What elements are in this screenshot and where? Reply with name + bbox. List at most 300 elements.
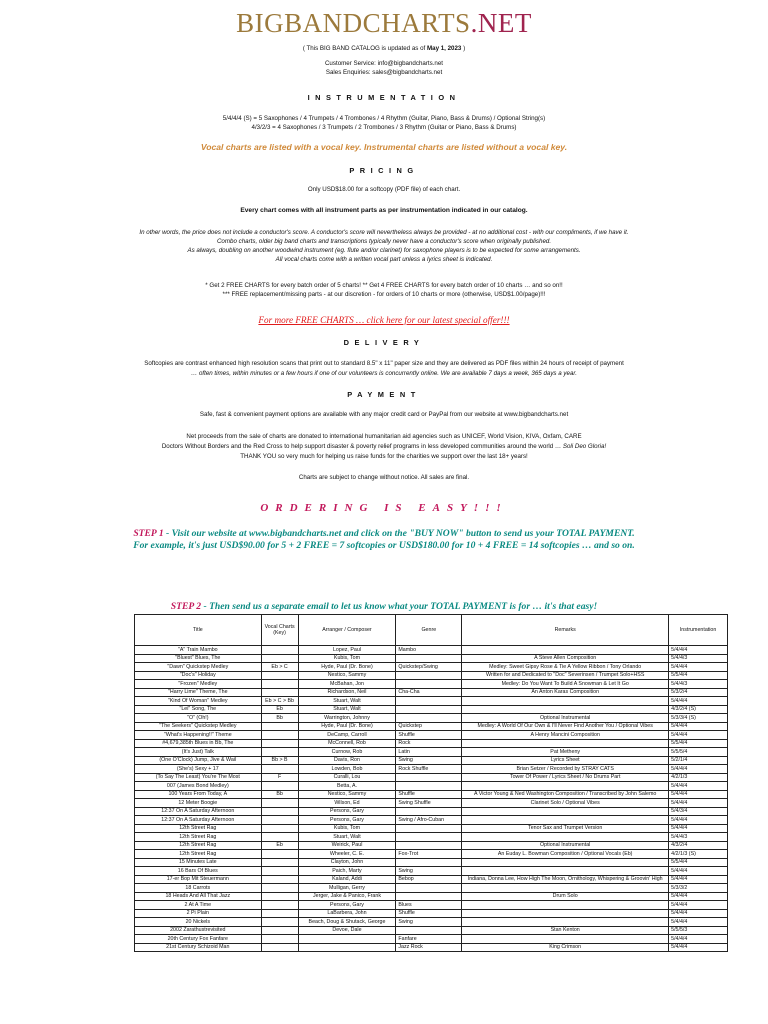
cell-title: 18 Heads And All That Jazz — [135, 892, 262, 901]
cell-instrumentation: 5/4/4/4 — [669, 943, 728, 952]
cell-title: (One O'Clock) Jump, Jive & Wail — [135, 756, 262, 765]
cell-instrumentation: 5/4/4/4 — [669, 646, 728, 655]
cell-instrumentation: 5/4/4/4 — [669, 909, 728, 918]
cell-instrumentation: 5/4/4/4 — [669, 901, 728, 910]
cell-remarks: King Crimson — [462, 943, 669, 952]
cell-remarks: Lyrics Sheet — [462, 756, 669, 765]
table-row — [135, 714, 728, 723]
catalog-table — [134, 614, 728, 952]
cell-arranger: Stuart, Walt — [298, 833, 396, 842]
cell-title: 12th Street Rag — [135, 850, 262, 859]
cell-genre: Fox-Trot — [396, 850, 462, 859]
cell-genre: Shuffle — [396, 731, 462, 740]
cell-instrumentation: 5/4/4/4 — [669, 935, 728, 944]
table-row — [135, 909, 728, 918]
table-row — [135, 943, 728, 952]
site-title-main: BIGBANDCHARTS — [236, 8, 471, 38]
cell-remarks: Medley: A World Of Our Own & I'll Never Find Another You / Optional Vibes — [462, 722, 669, 731]
cell-genre: Fanfare — [396, 935, 462, 944]
cell-instrumentation: 5/5/5/4 — [669, 748, 728, 757]
sales-email: Sales Enquiries: sales@bigbandcharts.net — [325, 69, 443, 76]
cell-genre: Cha-Cha — [396, 688, 462, 697]
cell-instrumentation: 5/4/4/4 — [669, 782, 728, 791]
cell-remarks: Tenor Sax and Trumpet Version — [462, 824, 669, 833]
step-1 — [0, 528, 768, 540]
cell-genre — [396, 773, 462, 782]
cell-instrumentation: 5/4/4/4 — [669, 663, 728, 672]
payment-line-3-text: Doctors Without Borders and the Red Cross to help support disaster & poverty relief programs in less developed communities around the world … — [161, 443, 563, 450]
cell-instrumentation: 5/4/3/4 — [669, 807, 728, 816]
cell-title: "Dawn" Quickstep Medley — [135, 663, 262, 672]
cell-vocal-key — [261, 926, 298, 935]
cell-arranger: McConnell, Rob — [298, 739, 396, 748]
cell-vocal-key — [261, 935, 298, 944]
cell-remarks — [462, 918, 669, 927]
cell-arranger: Devoe, Dale — [298, 926, 396, 935]
cell-title: #4,679,385th Blues in Bb, The — [135, 739, 262, 748]
cell-genre — [396, 926, 462, 935]
cell-remarks: Pat Metheny — [462, 748, 669, 757]
cell-vocal-key — [261, 875, 298, 884]
cell-arranger: Hyde, Paul (Dr. Bone) — [298, 663, 396, 672]
table-row — [135, 739, 728, 748]
cell-arranger: Nestico, Sammy — [298, 790, 396, 799]
cell-remarks: An Anton Karas Composition — [462, 688, 669, 697]
payment-line-3 — [0, 443, 768, 452]
cell-genre — [396, 824, 462, 833]
table-row — [135, 688, 728, 697]
table-row — [135, 765, 728, 774]
cell-arranger: Curnow, Rob — [298, 748, 396, 757]
cell-genre: Swing — [396, 756, 462, 765]
cell-genre — [396, 697, 462, 706]
cell-vocal-key — [261, 884, 298, 893]
instrumentation-line-2: 4/3/2/3 = 4 Saxophones / 3 Trumpets / 2 Trombones / 3 Rhythm (Guitar or Piano, Bass & Drums) — [251, 124, 517, 131]
cell-vocal-key: Eb — [261, 705, 298, 714]
table-row — [135, 935, 728, 944]
cell-remarks — [462, 901, 669, 910]
cell-arranger: Lowden, Bob — [298, 765, 396, 774]
cell-remarks: A Victor Young & Ned Washington Composition / Transcribed by John Salemo — [462, 790, 669, 799]
cell-genre — [396, 833, 462, 842]
cell-instrumentation: 5/4/4/3 — [669, 654, 728, 663]
cell-vocal-key: F — [261, 773, 298, 782]
cell-genre: Jazz Rock — [396, 943, 462, 952]
cell-arranger: Richardson, Neil — [298, 688, 396, 697]
cell-instrumentation: 5/4/4/4 — [669, 867, 728, 876]
cell-vocal-key — [261, 850, 298, 859]
col-remarks: Remarks — [462, 615, 669, 646]
cell-remarks: Drum Solo — [462, 892, 669, 901]
table-row — [135, 807, 728, 816]
table-row — [135, 824, 728, 833]
pricing-note-2: Combo charts, older big band charts and transcriptions typically never have a conductor's score when originally published. — [216, 238, 552, 245]
cell-genre: Swing Shuffle — [396, 799, 462, 808]
updated-prefix: ( This BIG BAND CATALOG is updated as of — [302, 45, 427, 52]
step-1-label: STEP 1 — [133, 528, 164, 539]
cell-title: 16 Bars Of Blues — [135, 867, 262, 876]
cell-vocal-key — [261, 646, 298, 655]
cell-title: (It's Just) Talk — [135, 748, 262, 757]
cell-instrumentation: 5/4/4/4 — [669, 765, 728, 774]
cell-instrumentation: 4/2/1/3 (S) — [669, 850, 728, 859]
cell-vocal-key — [261, 799, 298, 808]
cell-genre: Bebop — [396, 875, 462, 884]
cell-genre: Swing / Afro-Cuban — [396, 816, 462, 825]
instrumentation-heading: INSTRUMENTATION — [307, 93, 461, 102]
table-row — [135, 646, 728, 655]
cell-arranger: Kubis, Tom — [298, 654, 396, 663]
cell-arranger: Persons, Gary — [298, 807, 396, 816]
cell-vocal-key — [261, 901, 298, 910]
cell-remarks: A Henry Mancini Composition — [462, 731, 669, 740]
cell-arranger: Nestico, Sammy — [298, 671, 396, 680]
cell-title: 18 Carrots — [135, 884, 262, 893]
cell-genre: Blues — [396, 901, 462, 910]
table-row — [135, 875, 728, 884]
cell-arranger: Persons, Gary — [298, 901, 396, 910]
cell-title: "Kind Of Woman" Medley — [135, 697, 262, 706]
cell-vocal-key — [261, 807, 298, 816]
cell-title: "O" (Oh!) — [135, 714, 262, 723]
cell-vocal-key: Eb — [261, 841, 298, 850]
catalog-header-row — [135, 615, 728, 646]
catalog-body — [135, 646, 728, 952]
cell-arranger: Lopez, Paul — [298, 646, 396, 655]
table-row — [135, 884, 728, 893]
cell-genre: Shuffle — [396, 909, 462, 918]
col-arranger: Arranger / Composer — [298, 615, 396, 646]
cell-arranger — [298, 935, 396, 944]
cell-title: 12:37 On A Saturday Afternoon — [135, 816, 262, 825]
step-1-text: - Visit our website at www.bigbandcharts.net and click on the "BUY NOW" button to send us your TOTAL PAYMENT. — [163, 528, 635, 539]
table-row — [135, 892, 728, 901]
cell-instrumentation: 5/3/3/2 — [669, 884, 728, 893]
cell-remarks — [462, 807, 669, 816]
cell-vocal-key — [261, 816, 298, 825]
price-line: Only USD$18.00 for a softcopy (PDF file) of each chart. — [307, 186, 461, 193]
cell-instrumentation: 4/3/2/4 (S) — [669, 705, 728, 714]
cell-remarks — [462, 646, 669, 655]
cell-instrumentation: 5/4/4/4 — [669, 892, 728, 901]
cell-vocal-key: Bb > B — [261, 756, 298, 765]
cell-instrumentation: 5/2/1/4 — [669, 756, 728, 765]
cell-vocal-key: Eb > C > Bb — [261, 697, 298, 706]
cell-genre — [396, 680, 462, 689]
cell-instrumentation: 5/3/2/4 — [669, 688, 728, 697]
catalog-updated — [0, 45, 768, 54]
cell-genre — [396, 841, 462, 850]
cell-remarks: An Euday L. Bowman Composition / Optional Vocals (Eb) — [462, 850, 669, 859]
cell-remarks — [462, 739, 669, 748]
special-offer-link[interactable]: For more FREE CHARTS … click here for our latest special offer!!! — [258, 315, 510, 325]
cell-arranger: Persons, Gary — [298, 816, 396, 825]
cell-title: 12th Street Rag — [135, 833, 262, 842]
cell-title: (She's) Sexy + 17 — [135, 765, 262, 774]
cell-remarks: Stan Kenton — [462, 926, 669, 935]
col-genre: Genre — [396, 615, 462, 646]
cell-vocal-key — [261, 739, 298, 748]
cell-vocal-key — [261, 731, 298, 740]
cell-instrumentation: 5/4/4/3 — [669, 833, 728, 842]
cell-title: (To Say The Least) You're The Most — [135, 773, 262, 782]
cell-remarks: A Steve Allen Composition — [462, 654, 669, 663]
cell-genre — [396, 892, 462, 901]
delivery-line-1: Softcopies are contrast enhanced high resolution scans that print out to standard 8.5" x 11" paper size and they are delivered as PDF files within 24 hours of receipt of payment — [144, 360, 624, 367]
col-instrumentation: Instrumentation — [669, 615, 728, 646]
cell-title: "Lei" Song, The — [135, 705, 262, 714]
free-replacement-parts: *** FREE replacement/missing parts - at our discretion - for orders of 10 charts or more (otherwise, USD$1.00/page)!!! — [222, 291, 546, 298]
payment-line-2: Net proceeds from the sale of charts are donated to international humanitarian aid agencies such as UNICEF, World Vision, KIVA, Oxfam, CARE — [186, 433, 582, 440]
cell-remarks — [462, 884, 669, 893]
cell-vocal-key: Bb — [261, 714, 298, 723]
cell-vocal-key — [261, 943, 298, 952]
table-row — [135, 705, 728, 714]
cell-instrumentation: 5/4/4/4 — [669, 799, 728, 808]
updated-date: May 1, 2023 — [426, 45, 462, 52]
cell-remarks — [462, 867, 669, 876]
cell-instrumentation: 5/4/4/4 — [669, 918, 728, 927]
table-row — [135, 901, 728, 910]
cell-remarks: Brian Setzer / Recorded by STRAY CATS — [462, 765, 669, 774]
cell-arranger: Warrington, Johnny — [298, 714, 396, 723]
cell-instrumentation: 5/4/4/4 — [669, 731, 728, 740]
cell-remarks — [462, 816, 669, 825]
cell-vocal-key — [261, 688, 298, 697]
cell-vocal-key — [261, 722, 298, 731]
table-row — [135, 833, 728, 842]
cell-instrumentation: 5/5/4/4 — [669, 671, 728, 680]
cell-genre: Swing — [396, 918, 462, 927]
cell-arranger: Clayton, John — [298, 858, 396, 867]
cell-genre: Quickstep/Swing — [396, 663, 462, 672]
cell-title: "Harry Lime" Theme, The — [135, 688, 262, 697]
cell-remarks: Indiana, Donna Lee, How High The Moon, Ornithology, Whispering & Groovin' High — [462, 875, 669, 884]
cell-title: 100 Years From Today, A — [135, 790, 262, 799]
cell-instrumentation: 5/4/4/3 — [669, 680, 728, 689]
cell-genre — [396, 671, 462, 680]
cell-title: 17-er Bop Mit Steuermann — [135, 875, 262, 884]
pricing-note-1: In other words, the price does not include a conductor's score. A conductor's score will nevertheless always be provided - at no additional cost - with our compliments, if we have it. — [139, 229, 629, 236]
cell-title: 15 Minutes Late — [135, 858, 262, 867]
site-title-suffix: .NET — [470, 8, 532, 38]
cell-title: 007 (James Bond Medley) — [135, 782, 262, 791]
cell-remarks: Optional Instrumental — [462, 714, 669, 723]
free-charts-offer: * Get 2 FREE CHARTS for every batch order of 5 charts! ** Get 4 FREE CHARTS for every batch order of 10 charts … and so on!! — [205, 282, 563, 289]
table-row — [135, 654, 728, 663]
cell-remarks — [462, 858, 669, 867]
cell-instrumentation: 5/5/4/4 — [669, 858, 728, 867]
payment-heading: PAYMENT — [347, 390, 421, 399]
cell-genre: Mambo — [396, 646, 462, 655]
cell-arranger: Weirick, Paul — [298, 841, 396, 850]
cell-vocal-key: Bb — [261, 790, 298, 799]
table-row — [135, 858, 728, 867]
cell-title: "Frozen" Medley — [135, 680, 262, 689]
sales-final-note: Charts are subject to change without notice. All sales are final. — [298, 474, 470, 481]
col-vocal-charts — [261, 615, 298, 646]
customer-service-email: Customer Service: info@bigbandcharts.net — [324, 60, 444, 67]
table-row — [135, 867, 728, 876]
table-row — [135, 790, 728, 799]
cell-remarks: Written for and Dedicated to "Doc" Severinsen / Trumpet Solo+HSS — [462, 671, 669, 680]
cell-arranger: Beach, Doug & Shutack, George — [298, 918, 396, 927]
cell-arranger: Kaland, Addi — [298, 875, 396, 884]
cell-genre: Swing — [396, 867, 462, 876]
table-row — [135, 773, 728, 782]
cell-title: "Doc's" Holiday — [135, 671, 262, 680]
cell-arranger: Mulligan, Gerry — [298, 884, 396, 893]
cell-remarks — [462, 782, 669, 791]
ordering-heading: ORDERING IS EASY!!! — [260, 502, 508, 514]
table-row — [135, 697, 728, 706]
cell-instrumentation: 5/5/4/4 — [669, 739, 728, 748]
cell-remarks: Clarinet Solo / Optional Vibes — [462, 799, 669, 808]
cell-remarks — [462, 705, 669, 714]
cell-instrumentation: 5/4/4/4 — [669, 790, 728, 799]
cell-remarks: Tower Of Power / Lyrics Sheet / No Drums Part — [462, 773, 669, 782]
cell-title: 12 Meter Boogie — [135, 799, 262, 808]
table-row — [135, 731, 728, 740]
cell-genre — [396, 858, 462, 867]
cell-genre: Latin — [396, 748, 462, 757]
table-row — [135, 918, 728, 927]
cell-arranger: McBahan, Jon — [298, 680, 396, 689]
soli-deo-gloria: Soli Deo Gloria! — [562, 443, 607, 450]
cell-remarks — [462, 935, 669, 944]
cell-title: "What's Happening!!" Theme — [135, 731, 262, 740]
table-row — [135, 680, 728, 689]
cell-genre: Shuffle — [396, 790, 462, 799]
table-row — [135, 663, 728, 672]
table-row — [135, 841, 728, 850]
cell-instrumentation: 5/4/4/4 — [669, 816, 728, 825]
cell-vocal-key — [261, 824, 298, 833]
cell-title: 20 Nickels — [135, 918, 262, 927]
delivery-heading: DELIVERY — [343, 338, 425, 347]
table-row — [135, 799, 728, 808]
cell-remarks: Medley: Do You Want To Build A Snowman & Let It Go — [462, 680, 669, 689]
cell-arranger: Stuart, Walt — [298, 705, 396, 714]
cell-arranger: Paich, Marty — [298, 867, 396, 876]
cell-arranger: LaBarbera, John — [298, 909, 396, 918]
cell-arranger: Davis, Ron — [298, 756, 396, 765]
cell-instrumentation: 5/4/4/4 — [669, 722, 728, 731]
table-row — [135, 756, 728, 765]
col-title: Title — [135, 615, 262, 646]
cell-remarks: Optional Instrumental — [462, 841, 669, 850]
cell-vocal-key — [261, 748, 298, 757]
cell-vocal-key — [261, 892, 298, 901]
cell-title: "A" Train Mambo — [135, 646, 262, 655]
cell-genre — [396, 807, 462, 816]
cell-genre — [396, 705, 462, 714]
cell-genre — [396, 782, 462, 791]
table-row — [135, 722, 728, 731]
instrumentation-line-1: 5/4/4/4 (S) = 5 Saxophones / 4 Trumpets / 4 Trombones / 4 Rhythm (Guitar, Piano, Bass & Drums) / Optional String(s) — [222, 115, 546, 122]
cell-vocal-key — [261, 782, 298, 791]
cell-title: 20th Century Fox Fanfare — [135, 935, 262, 944]
table-row — [135, 816, 728, 825]
cell-remarks — [462, 833, 669, 842]
cell-title: 2002 Zarathustrevisited — [135, 926, 262, 935]
every-chart-note: Every chart comes with all instrument parts as per instrumentation indicated in our catalog. — [240, 207, 528, 214]
cell-title: 12th Street Rag — [135, 841, 262, 850]
vocal-charts-note: Vocal charts are listed with a vocal key. Instrumental charts are listed without a vocal key. — [200, 142, 568, 152]
step-1-example — [0, 540, 768, 552]
delivery-line-2: … often times, within minutes or a few hours if one of our volunteers is concurrently online. We are available 7 days a week, 365 days a year. — [191, 370, 577, 377]
table-row — [135, 748, 728, 757]
cell-remarks — [462, 697, 669, 706]
cell-vocal-key: Eb > C — [261, 663, 298, 672]
cell-genre: Quickstep — [396, 722, 462, 731]
cell-arranger: Betta, A. — [298, 782, 396, 791]
cell-instrumentation: 5/4/4/4 — [669, 697, 728, 706]
cell-instrumentation: 5/3/3/4 (S) — [669, 714, 728, 723]
cell-vocal-key — [261, 918, 298, 927]
cell-genre — [396, 884, 462, 893]
table-row — [135, 926, 728, 935]
table-row — [135, 782, 728, 791]
cell-arranger: Curalli, Lou — [298, 773, 396, 782]
cell-arranger: Wilson, Ed — [298, 799, 396, 808]
cell-vocal-key — [261, 765, 298, 774]
cell-arranger: Stuart, Walt — [298, 697, 396, 706]
cell-title: "The Seekers" Quickstep Medley — [135, 722, 262, 731]
cell-arranger: Jerger, Jake & Panico, Frank — [298, 892, 396, 901]
table-row — [135, 850, 728, 859]
site-title — [0, 8, 768, 38]
cell-remarks — [462, 909, 669, 918]
col-vocal-charts-label: Vocal Charts — [264, 623, 295, 630]
cell-instrumentation: 5/5/5/3 — [669, 926, 728, 935]
cell-vocal-key — [261, 833, 298, 842]
cell-title: 2 At A Time — [135, 901, 262, 910]
payment-line-1: Safe, fast & convenient payment options are available with any major credit card or PayPal from our website at www.bigbandcharts.net — [199, 411, 569, 418]
payment-line-4: THANK YOU so very much for helping us raise funds for the charities we support over the last 18+ years! — [240, 453, 528, 460]
cell-genre — [396, 714, 462, 723]
cell-genre: Rock — [396, 739, 462, 748]
pricing-note-3: As always, doubling on another woodwind instrument (eg. flute and/or clarinet) for saxophone players is to be expected for some arrangements. — [187, 247, 581, 254]
cell-genre: Rock Shuffle — [396, 765, 462, 774]
step-2 — [0, 601, 768, 613]
cell-title: "Bluest" Blues, The — [135, 654, 262, 663]
cell-instrumentation: 4/3/2/4 — [669, 841, 728, 850]
cell-vocal-key — [261, 671, 298, 680]
cell-arranger: Kubis, Tom — [298, 824, 396, 833]
step-1-example-text: For example, it's just USD$90.00 for 5 + 2 FREE = 7 softcopies or USD$180.00 for 10 + 4 FREE = 14 softcopies … and so on. — [133, 540, 635, 551]
cell-genre — [396, 654, 462, 663]
cell-remarks: Medley: Sweet Gipsy Rose & Tie A Yellow Ribbon / Tony Orlando — [462, 663, 669, 672]
cell-vocal-key — [261, 867, 298, 876]
cell-arranger — [298, 943, 396, 952]
cell-vocal-key — [261, 909, 298, 918]
updated-suffix: ) — [461, 45, 466, 52]
pricing-note-4: All vocal charts come with a written vocal part unless a lyrics sheet is indicated. — [275, 256, 493, 263]
cell-title: 21st Century Schizoid Man — [135, 943, 262, 952]
cell-vocal-key — [261, 654, 298, 663]
pricing-heading: PRICING — [349, 166, 419, 175]
cell-arranger: Wheeler, C. E. — [298, 850, 396, 859]
cell-title: 12th Street Rag — [135, 824, 262, 833]
table-row — [135, 671, 728, 680]
cell-vocal-key — [261, 680, 298, 689]
step-2-label: STEP 2 — [170, 601, 202, 612]
col-key-label: (Key) — [273, 630, 286, 636]
cell-arranger: Hyde, Paul (Dr. Bone) — [298, 722, 396, 731]
cell-instrumentation: 4/2/1/3 — [669, 773, 728, 782]
cell-title: 12:37 On A Saturday Afternoon — [135, 807, 262, 816]
